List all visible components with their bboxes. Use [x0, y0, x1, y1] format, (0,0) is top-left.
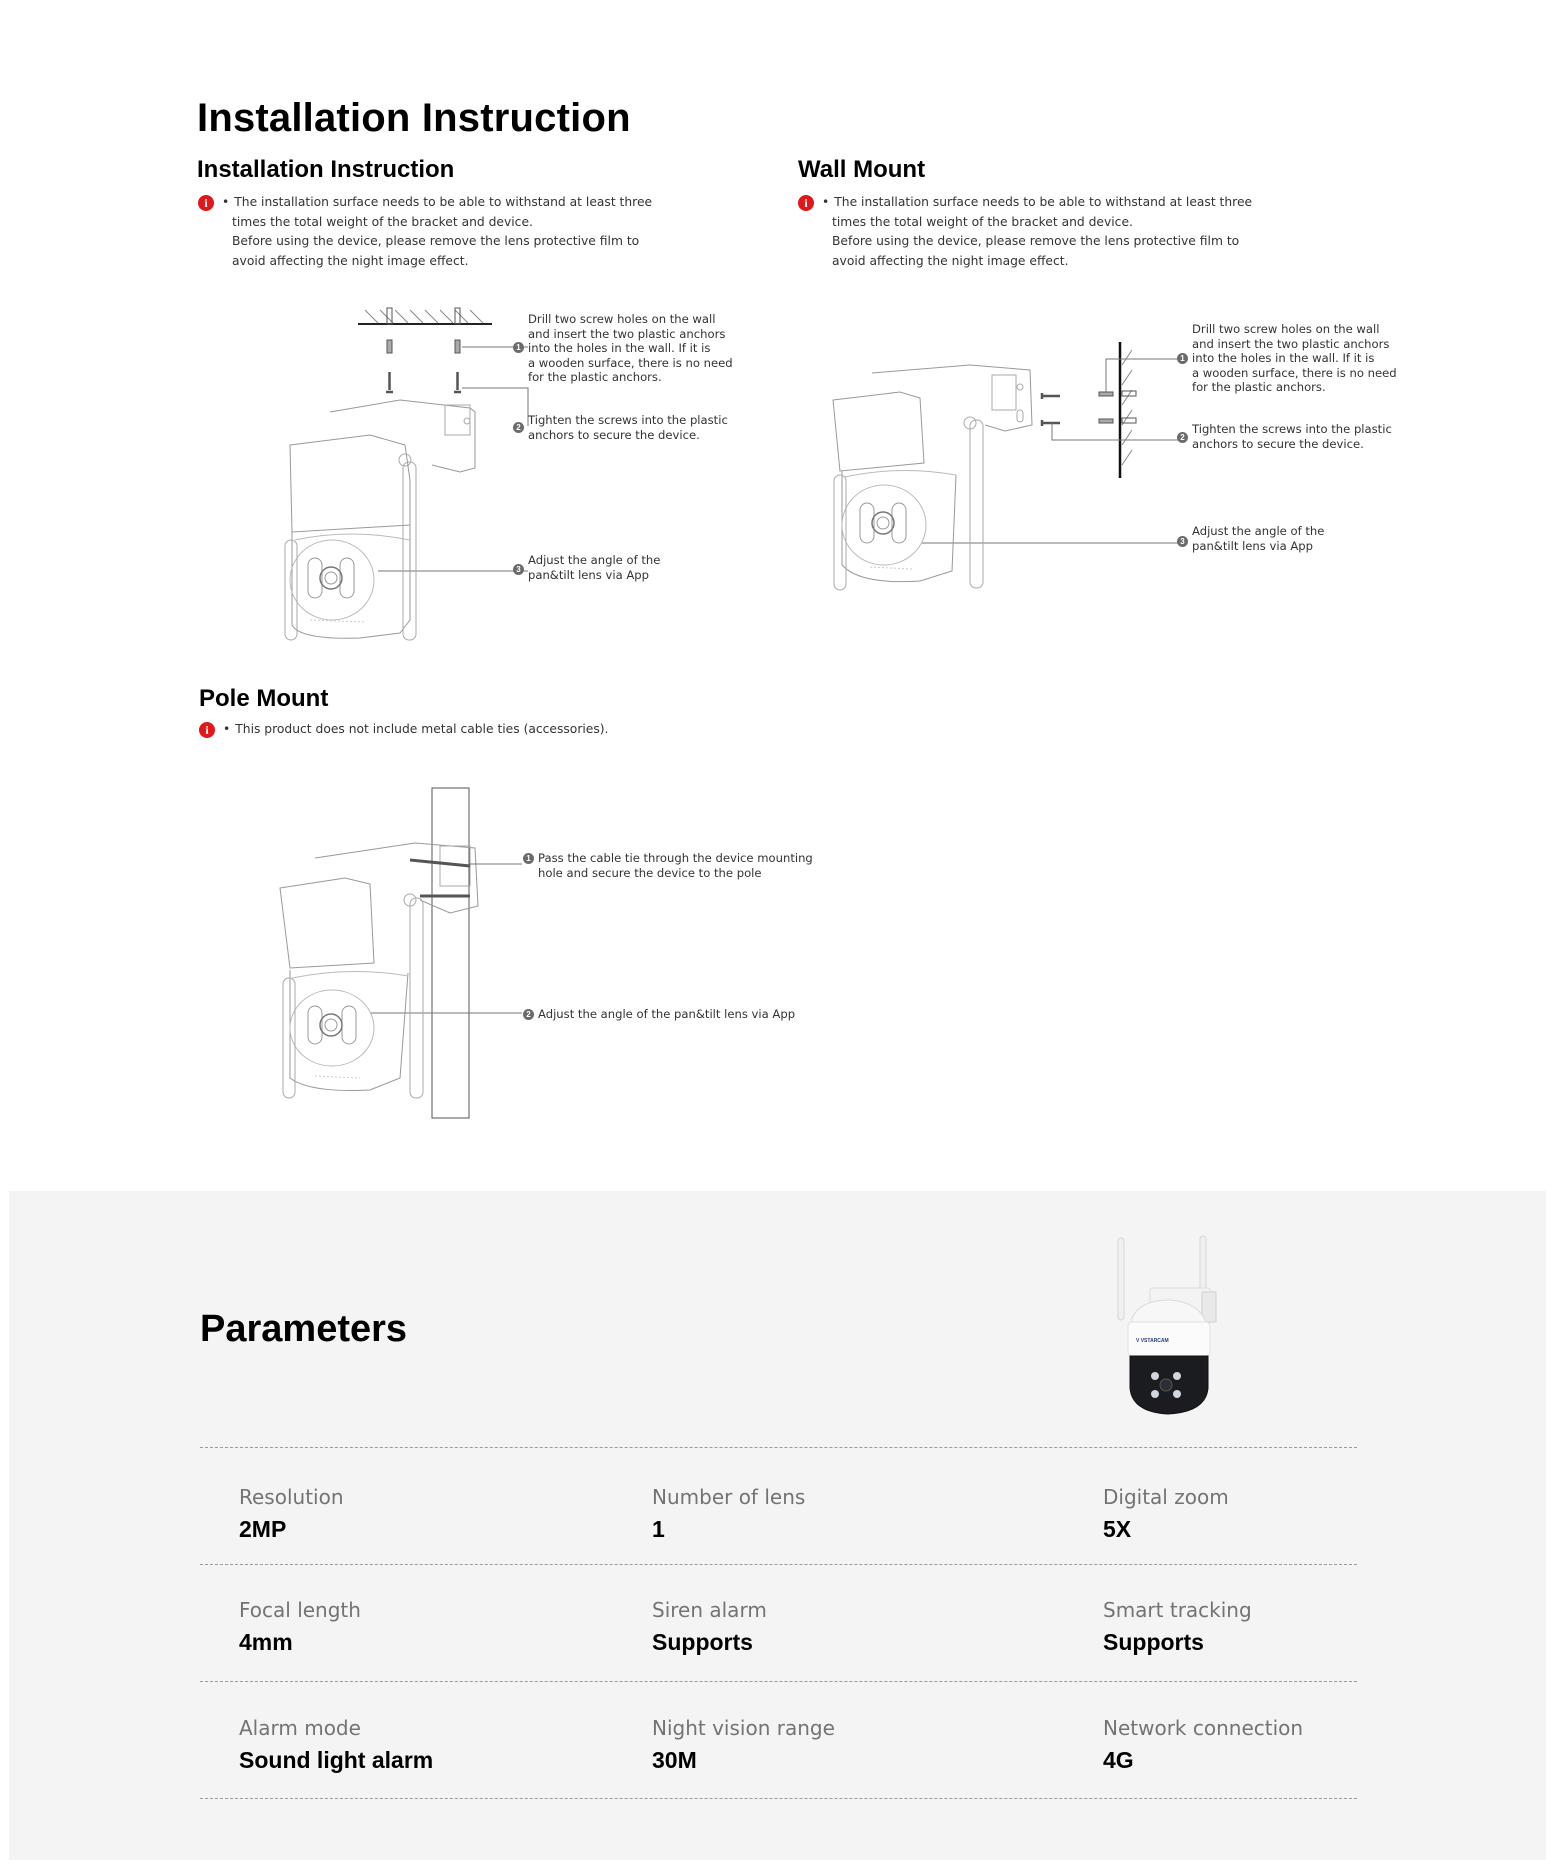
- step-text: a wooden surface, there is no need: [528, 355, 733, 370]
- param-label-alarm-mode: Alarm mode: [239, 1716, 361, 1740]
- step-text: Adjust the angle of the: [528, 553, 661, 567]
- pole-mount-step-2: [526, 1007, 796, 1022]
- anchor-icon: [387, 340, 392, 353]
- installation-step-2: [516, 413, 728, 442]
- step-number-badge: 1: [523, 853, 534, 864]
- step-number-badge: 2: [513, 422, 524, 433]
- page-title: Installation Instruction: [197, 96, 631, 140]
- step-text: into the holes in the wall. If it is: [1192, 351, 1375, 365]
- screw-icon: [454, 372, 461, 392]
- step-number-badge: 3: [1177, 536, 1188, 547]
- row-divider: [200, 1564, 1357, 1565]
- param-value-resolution: 2MP: [239, 1516, 287, 1542]
- step-text: a wooden surface, there is no need: [1192, 365, 1397, 380]
- step-number-badge: 3: [513, 564, 524, 575]
- param-value-siren-alarm: Supports: [652, 1629, 753, 1655]
- installation-note: [198, 193, 658, 271]
- param-value-focal-length: 4mm: [239, 1629, 293, 1655]
- product-camera-image: [1110, 1230, 1220, 1420]
- wall-mount-step-1: [1180, 322, 1397, 395]
- bullet: •: [222, 195, 230, 209]
- note-line: Before using the device, please remove the lens protective film to: [832, 234, 1240, 248]
- step-number-badge: 1: [513, 342, 524, 353]
- installation-step-1: [516, 312, 733, 385]
- step-number-badge: 2: [523, 1009, 534, 1020]
- note-line: This product does not include metal cable ties (accessories).: [235, 722, 609, 736]
- step-text: Pass the cable tie through the device mounting: [538, 851, 813, 865]
- param-label-network-connection: Network connection: [1103, 1716, 1304, 1740]
- note-line: avoid affecting the night image effect.: [232, 253, 469, 268]
- pole-mount-note: [199, 720, 719, 740]
- wall-hatching: [1122, 350, 1132, 465]
- param-value-night-vision-range: 30M: [652, 1747, 697, 1773]
- step-text: anchors to secure the device.: [528, 427, 700, 442]
- note-line: times the total weight of the bracket and device.: [832, 214, 1133, 229]
- step-text: Tighten the screws into the plastic: [528, 413, 728, 427]
- antenna: [1118, 1238, 1124, 1320]
- screw-icon: [386, 372, 393, 392]
- ceiling-hatching: [365, 310, 483, 323]
- step-text: for the plastic anchors.: [1192, 380, 1326, 394]
- param-label-smart-tracking: Smart tracking: [1103, 1598, 1252, 1622]
- note-line: times the total weight of the bracket and device.: [232, 214, 533, 229]
- param-label-focal-length: Focal length: [239, 1598, 361, 1622]
- param-label-number-of-lens: Number of lens: [652, 1485, 806, 1509]
- wall-mount-note: [798, 193, 1258, 271]
- param-value-alarm-mode: Sound light alarm: [239, 1747, 434, 1773]
- info-icon: i: [199, 722, 215, 738]
- step-text: into the holes in the wall. If it is: [528, 341, 711, 355]
- installation-step-3: [516, 553, 661, 582]
- wall-mount-step-2: [1180, 422, 1392, 451]
- pole-mount-title: Pole Mount: [199, 685, 329, 712]
- step-text: and insert the two plastic anchors: [528, 326, 726, 341]
- param-value-number-of-lens: 1: [652, 1516, 665, 1542]
- parameters-title: Parameters: [200, 1308, 408, 1350]
- screw-icon: [1042, 393, 1060, 399]
- param-value-digital-zoom: 5X: [1103, 1516, 1132, 1542]
- step-text: Tighten the screws into the plastic: [1192, 422, 1392, 436]
- step-text: Drill two screw holes on the wall: [1192, 322, 1380, 336]
- row-divider: [200, 1681, 1357, 1682]
- info-icon: i: [798, 195, 814, 211]
- step-text: Adjust the angle of the: [1192, 524, 1325, 538]
- step-text: pan&tilt lens via App: [1192, 538, 1314, 553]
- bullet: •: [822, 195, 830, 209]
- note-line: The installation surface needs to be able to withstand at least three: [834, 195, 1253, 209]
- screw-icon: [1042, 420, 1060, 426]
- anchor-icon: [1099, 392, 1113, 396]
- note-line: Before using the device, please remove the lens protective film to: [232, 234, 640, 248]
- pole-mount-step-1: [526, 851, 813, 880]
- step-number-badge: 1: [1177, 353, 1188, 364]
- note-line: The installation surface needs to be able to withstand at least three: [234, 195, 653, 209]
- step-number-badge: 2: [1177, 432, 1188, 443]
- note-line: avoid affecting the night image effect.: [832, 253, 1069, 268]
- wall-mount-step-3: [1180, 524, 1325, 553]
- step-text: anchors to secure the device.: [1192, 436, 1364, 451]
- step-text: Drill two screw holes on the wall: [528, 312, 716, 326]
- param-label-night-vision-range: Night vision range: [652, 1716, 835, 1740]
- anchor-icon: [455, 340, 460, 353]
- step-text: for the plastic anchors.: [528, 370, 662, 384]
- step-text: Adjust the angle of the pan&tilt lens via App: [538, 1007, 796, 1021]
- anchor-icon: [1099, 419, 1113, 423]
- param-value-smart-tracking: Supports: [1103, 1629, 1204, 1655]
- param-label-digital-zoom: Digital zoom: [1103, 1485, 1229, 1509]
- step-text: hole and secure the device to the pole: [538, 865, 762, 880]
- pole-mount-diagram: [270, 788, 540, 1118]
- info-icon: i: [198, 195, 214, 211]
- bullet: •: [223, 722, 231, 736]
- row-divider: [200, 1798, 1357, 1799]
- param-value-network-connection: 4G: [1103, 1747, 1134, 1773]
- ceiling-mount-diagram: [270, 300, 570, 650]
- param-label-siren-alarm: Siren alarm: [652, 1598, 767, 1622]
- step-text: pan&tilt lens via App: [528, 567, 650, 582]
- step-text: and insert the two plastic anchors: [1192, 336, 1390, 351]
- installation-section-title: Installation Instruction: [197, 156, 455, 183]
- row-divider: [200, 1447, 1357, 1448]
- wall-mount-diagram: [820, 335, 1190, 620]
- wall-mount-title: Wall Mount: [798, 156, 926, 183]
- param-label-resolution: Resolution: [239, 1485, 344, 1509]
- brand-logo: V VSTARCAM: [1136, 1338, 1169, 1344]
